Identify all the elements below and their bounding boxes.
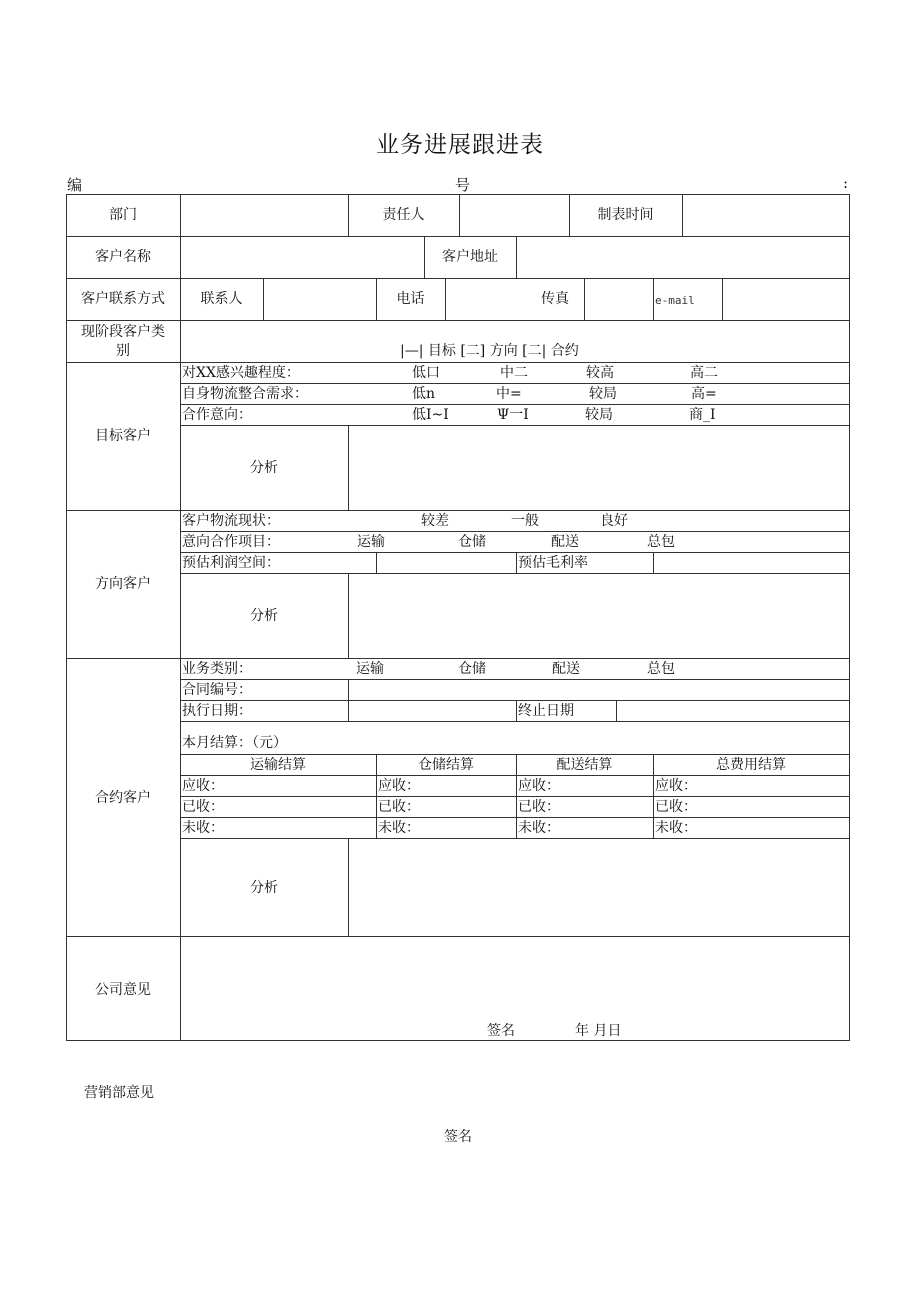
fax-label: 传真: [541, 291, 569, 307]
target-intent-label: 合作意向：: [182, 407, 252, 423]
intended-project-storage: 仓储: [458, 534, 486, 550]
settle-header-transport: 运输结算: [250, 757, 306, 773]
contract-client-label: 合约客户: [95, 790, 151, 806]
target-logistics-higher: 较局: [589, 386, 617, 402]
target-logistics-high: 高=: [691, 386, 717, 402]
target-interest-low: 低口: [412, 365, 440, 381]
grid-line: [66, 236, 850, 237]
marketing-sign-label: 签名: [444, 1129, 472, 1145]
grid-line: [66, 362, 850, 363]
stage-label-line2: 别: [116, 343, 130, 359]
grid-line: [66, 194, 850, 195]
grid-line: [516, 552, 517, 573]
grid-line: [445, 278, 446, 320]
unreceived-label: 未收：: [518, 820, 560, 836]
grid-line: [348, 425, 349, 510]
target-logistics-label: 自身物流整合需求：: [182, 386, 308, 402]
receivable-label: 应收：: [182, 778, 224, 794]
receivable-label: 应收：: [518, 778, 560, 794]
direction-analysis-label: 分析: [250, 608, 278, 624]
received-label: 已收：: [518, 799, 560, 815]
grid-line: [180, 573, 850, 574]
grid-line: [180, 754, 850, 755]
business-type-storage: 仓储: [458, 661, 486, 677]
business-type-label: 业务类别：: [182, 661, 252, 677]
grid-line: [180, 838, 850, 839]
grid-line: [180, 531, 850, 532]
grid-line: [66, 1040, 850, 1041]
grid-line: [66, 936, 850, 937]
unreceived-label: 未收：: [378, 820, 420, 836]
grid-line: [616, 700, 617, 721]
target-logistics-low: 低n: [412, 386, 436, 402]
made-time-label: 制表时间: [597, 207, 654, 223]
logistics-status-label: 客户物流现状：: [182, 513, 280, 529]
grid-line: [66, 278, 850, 279]
grid-line: [180, 552, 850, 553]
gross-margin-label: 预估毛利率: [518, 555, 588, 571]
email-label: e-mail: [655, 294, 695, 307]
unreceived-label: 未收：: [655, 820, 697, 836]
settle-header-storage: 仓储结算: [418, 757, 474, 773]
grid-line: [180, 817, 850, 818]
company-date-label: 年 月日: [575, 1023, 622, 1039]
marketing-opinion-label: 营销部意见: [84, 1085, 154, 1101]
client-address-label: 客户地址: [442, 249, 498, 265]
contract-analysis-label: 分析: [250, 880, 278, 896]
phone-label: 电话: [396, 291, 425, 307]
received-label: 已收：: [378, 799, 420, 815]
contract-number-label: 合同编号：: [182, 682, 252, 698]
target-intent-low: 低I~I: [412, 407, 449, 423]
page-title: 业务进展跟进表: [376, 132, 544, 158]
client-name-label: 客户名称: [95, 249, 151, 265]
grid-line: [516, 236, 517, 278]
execution-date-label: 执行日期：: [182, 703, 252, 719]
grid-line: [180, 383, 850, 384]
stage-options: |—| 目标 [二] 方向 [二| 合约: [400, 343, 579, 359]
grid-line: [180, 679, 850, 680]
contact-method-label: 客户联系方式: [81, 291, 165, 307]
settle-header-total: 总费用结算: [716, 757, 786, 773]
business-type-delivery: 配送: [552, 661, 580, 677]
business-type-general: 总包: [647, 661, 675, 677]
receivable-label: 应收：: [655, 778, 697, 794]
company-sign-label: 签名: [487, 1023, 515, 1039]
grid-line: [348, 679, 349, 721]
code-label-colon: :: [843, 174, 849, 192]
grid-line: [376, 552, 377, 573]
monthly-settlement-label: 本月结算：（元）: [182, 735, 287, 751]
grid-line: [348, 573, 349, 658]
target-interest-high: 高二: [690, 365, 718, 381]
direction-client-label: 方向客户: [95, 576, 151, 592]
business-type-transport: 运输: [356, 661, 384, 677]
grid-line: [66, 194, 67, 1040]
grid-line: [653, 552, 654, 573]
unreceived-label: 未收：: [182, 820, 224, 836]
target-logistics-mid: 中=: [496, 386, 522, 402]
grid-line: [516, 700, 517, 721]
code-label-mid: 号: [455, 176, 471, 194]
dept-label: 部门: [109, 207, 137, 223]
grid-line: [653, 278, 654, 320]
target-interest-label: 对XX感兴趣程度：: [182, 365, 300, 381]
intended-project-general: 总包: [647, 534, 675, 550]
target-intent-high: 商_I: [689, 407, 716, 423]
stage-label-line1: 现阶段客户类: [81, 324, 165, 340]
end-date-label: 终止日期: [518, 703, 574, 719]
grid-line: [66, 320, 850, 321]
grid-line: [682, 194, 683, 236]
logistics-status-poor: 较差: [421, 513, 449, 529]
target-analysis-label: 分析: [250, 460, 278, 476]
intended-project-transport: 运输: [357, 534, 385, 550]
grid-line: [180, 700, 850, 701]
grid-line: [849, 194, 850, 1040]
grid-line: [459, 194, 460, 236]
grid-line: [180, 425, 850, 426]
grid-line: [348, 838, 349, 936]
intended-project-label: 意向合作项目：: [182, 534, 280, 550]
grid-line: [180, 404, 850, 405]
grid-line: [180, 796, 850, 797]
target-interest-higher: 较高: [586, 365, 614, 381]
settle-header-delivery: 配送结算: [556, 757, 613, 773]
grid-line: [66, 510, 850, 511]
code-label-left: 编: [67, 176, 83, 194]
grid-line: [66, 658, 850, 659]
logistics-status-good: 良好: [600, 513, 628, 529]
target-client-label: 目标客户: [95, 428, 151, 444]
received-label: 已收：: [655, 799, 697, 815]
grid-line: [722, 278, 723, 320]
receivable-label: 应收：: [378, 778, 420, 794]
contact-person-label: 联系人: [200, 291, 243, 307]
received-label: 已收：: [182, 799, 224, 815]
target-intent-higher: 较局: [585, 407, 613, 423]
grid-line: [180, 721, 850, 722]
target-intent-mid: Ψ一I: [497, 407, 529, 423]
grid-line: [180, 775, 850, 776]
logistics-status-average: 一般: [511, 513, 539, 529]
intended-project-delivery: 配送: [551, 534, 579, 550]
owner-label: 责任人: [382, 207, 425, 223]
target-interest-mid: 中二: [500, 365, 528, 381]
profit-space-label: 预估利润空间：: [182, 555, 280, 571]
grid-line: [584, 278, 585, 320]
grid-line: [263, 278, 264, 320]
company-opinion-label: 公司意见: [95, 982, 151, 998]
